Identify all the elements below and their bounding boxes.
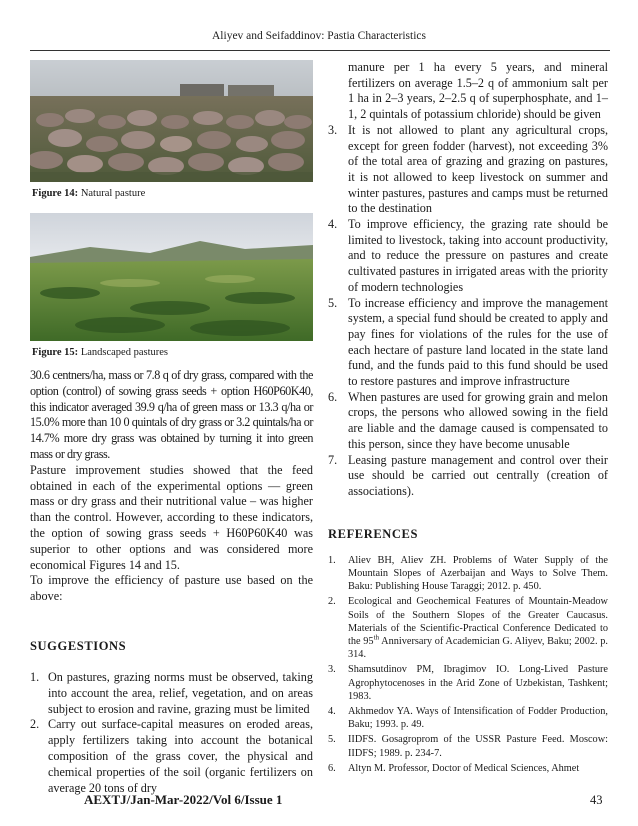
reference-text: IIDFS. Gosagroprom of the USSR Pasture Feed. Moscow: IIDFS; 1989. p. 234-7. bbox=[348, 734, 608, 759]
reference-number: 6. bbox=[328, 762, 336, 774]
list-text: To improve efficiency, the grazing rate should be limited to livestock, taking into account productivity, and to reduce the pressure on pastures and create cultivated pastures in irrigated areas with the priority of modern technologies bbox=[348, 217, 608, 294]
reference-item bbox=[328, 762, 608, 775]
reference-number: 3. bbox=[328, 664, 336, 676]
reference-text bbox=[348, 596, 608, 660]
improve-efficiency-paragraph: To improve the efficiency of pasture use based on the above: bbox=[30, 573, 313, 604]
left-column bbox=[30, 60, 313, 796]
suggestions-list-continued bbox=[328, 60, 608, 500]
suggestions-list bbox=[30, 670, 313, 796]
sheep-pasture-image bbox=[30, 60, 313, 182]
figure-14-label: Figure 14: bbox=[32, 188, 79, 199]
suggestions-heading: SUGGESTIONS bbox=[30, 638, 127, 653]
reference-text: Aliev BH, Aliev ZH. Problems of Water Supply of the Mountain Slopes of Azerbaijan and Ways to Solve Them. Baku: Publishing House Taraggi; 2012. p. 450. bbox=[348, 554, 608, 593]
figure-14-caption bbox=[32, 188, 313, 199]
pasture-studies-paragraph: Pasture improvement studies showed that the feed obtained in each of the experimental options — green mass or dry grass and their nutritional value – was higher than the control. However, according to these indicators, the option of sowing grass seeds + H60P60K40 was superior to other options and was considered more economical Figures 14 and 15. bbox=[30, 462, 313, 572]
reference-text-post: Anniversary of Academician G. Aliyev, Baku; 2002. p. 314. bbox=[348, 635, 608, 661]
landscaped-meadow-image bbox=[30, 213, 313, 341]
list-item bbox=[30, 717, 313, 796]
list-text: manure per 1 ha every 5 years, and mineral fertilizers on average 1.5–2 q of ammonium salt per 1 ha in 2–3 years, 2–2.5 q of superphosphate, and 1–1, 2 quintals of potassium chloride) should be given bbox=[348, 60, 608, 122]
list-item bbox=[30, 670, 313, 717]
page-number: 43 bbox=[590, 793, 603, 807]
list-text: When pastures are used for growing grain and melon crops, the persons who allowed sowing in the field are liable and the damage caused is compensated to this person, since they have become unusable bbox=[348, 389, 608, 451]
reference-text: Akhmedov YA. Ways of Intensification of Fodder Production, Baku; 1993. p. 49. bbox=[348, 705, 608, 731]
reference-item bbox=[328, 705, 608, 731]
reference-number: 4. bbox=[328, 705, 336, 717]
header-divider bbox=[30, 50, 610, 51]
list-item bbox=[328, 296, 608, 390]
list-number: 4. bbox=[328, 217, 338, 232]
figure-15-title: Landscaped pastures bbox=[80, 347, 168, 358]
reference-item bbox=[328, 733, 608, 759]
journal-footer: AEXTJ/Jan-Mar-2022/Vol 6/Issue 1 bbox=[84, 792, 283, 807]
list-item bbox=[328, 123, 608, 217]
reference-number: 2. bbox=[328, 596, 336, 608]
reference-item bbox=[328, 554, 608, 594]
references-heading: REFERENCES bbox=[328, 526, 419, 541]
ordinal-suffix: th bbox=[373, 633, 380, 642]
list-number: 5. bbox=[328, 295, 338, 310]
reference-item bbox=[328, 663, 608, 703]
list-number: 6. bbox=[328, 389, 338, 404]
right-column bbox=[328, 60, 608, 777]
reference-item bbox=[328, 595, 608, 661]
figure-15-label: Figure 15: bbox=[32, 347, 79, 358]
reference-text: Shamsutdinov PM, Ibragimov IO. Long-Lived Pasture Agrophytocenoses in the Arid Zone of Uzbekistan, Tashkent; 1983. bbox=[348, 664, 608, 702]
list-number: 7. bbox=[328, 452, 338, 467]
list-number: 2. bbox=[30, 717, 40, 732]
list-text: To increase efficiency and improve the management system, a special fund should be created to apply and pay fines for violations of the rules for the use of each hectare of pasture land located in the state land fund, and the funds paid to this fund should be used to restore pastures and improve infrastructure bbox=[348, 295, 608, 389]
reference-text: Altyn M. Professor, Doctor of Medical Sciences, Ahmet bbox=[348, 762, 580, 774]
list-number: 1. bbox=[30, 669, 40, 684]
reference-number: 5. bbox=[328, 734, 336, 746]
figure-15-landscaped-pasture-photo bbox=[30, 213, 313, 341]
running-header: Aliyev and Seifaddinov: Pastia Characteristics bbox=[212, 30, 426, 42]
list-item-continuation bbox=[328, 60, 608, 123]
reference-text-pre: Ecological and Geochemical Features of Mountain-Meadow Soils of the Southern Slopes of the Greater Caucasus. Materials of the Scientific-Practical Conference Dedicated to the 95 bbox=[348, 596, 608, 647]
list-item bbox=[328, 390, 608, 453]
list-item bbox=[328, 453, 608, 500]
list-number: 3. bbox=[328, 122, 338, 137]
references-list bbox=[328, 554, 608, 775]
reference-number: 1. bbox=[328, 554, 336, 566]
figure-14-title: Natural pasture bbox=[80, 188, 146, 199]
list-text: Leasing pasture management and control over their use should be carried out centrally (creation of associations). bbox=[348, 452, 608, 498]
list-item bbox=[328, 217, 608, 296]
list-text: On pastures, grazing norms must be observed, taking into account the area, relief, vegetation, and on areas subject to erosion and ravine, grazing must be limited bbox=[48, 669, 313, 716]
results-paragraph: 30.6 centners/ha, mass or 7.8 q of dry grass, compared with the option (control) of sowing grass seeds + option H60P60K40, this indicator averaged 39.9 q/ha of green mass or 13.3 q/ha or 15.0% more than 10 0 quintals of dry grass or 3.2 quintals/ha or 14.7% more dry grass was obtained by turning it into green mass or dry grass. bbox=[30, 368, 313, 461]
list-text: Carry out surface-capital measures on eroded areas, apply fertilizers taking into account the botanical composition of the grass cover, the physical and chemical properties of the soil (organic fertilizers on average 20 tons of dry bbox=[48, 717, 313, 795]
figure-15-caption bbox=[32, 347, 313, 358]
figure-14-natural-pasture-photo bbox=[30, 60, 313, 182]
list-text: It is not allowed to plant any agricultural crops, except for green fodder (harvest), not exceeding 3% of the total area of grazing and grazing on pastures, it is not allowed to keep livestock on summer and winter pastures, pastures and camps must be returned to the destination bbox=[348, 122, 608, 216]
